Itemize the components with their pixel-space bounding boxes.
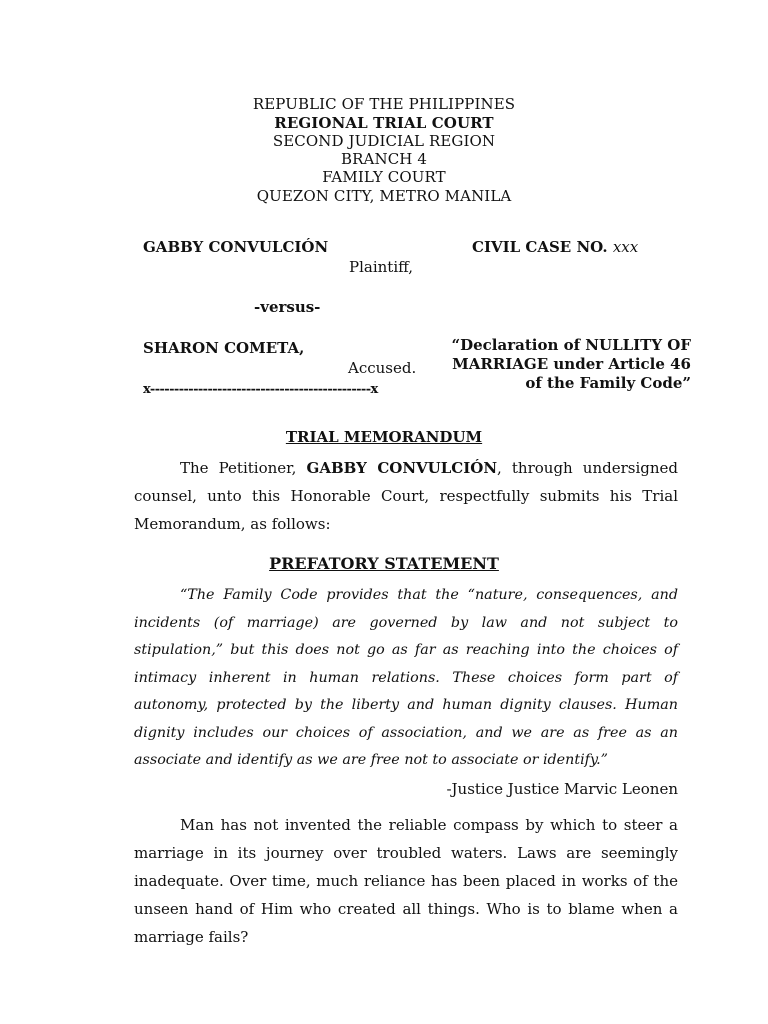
section-heading-prefatory: PREFATORY STATEMENT (269, 554, 499, 573)
plaintiff-role: Plaintiff, (349, 258, 414, 276)
intro-petitioner-name: GABBY CONVULCIÓN (306, 459, 498, 477)
document-title: TRIAL MEMORANDUM (285, 428, 483, 446)
case-number-label: CIVIL CASE NO. (472, 238, 608, 256)
case-title: “Declaration of NULLITY OF MARRIAGE under Article 46 of the Family Code” (451, 336, 691, 392)
body-paragraph: Man has not invented the reliable compass by which to steer a marriage in its journey over troubled waters. Laws are seemingly inadequate. Over time, much reliance has been placed in works of the unseen hand of Him who created all things. Who is to blame when a marriage fails? (134, 816, 678, 946)
versus-label: -versus- (254, 298, 321, 316)
prefatory-quote: “The Family Code provides that the “nature, consequences, and incidents (of marriage) are governed by law and not subject to stipulation,” but this does not go as far as reaching into the choices of intimacy inherent in human relations. These choices form part of autonomy, protected by the liberty and human dignity clauses. Human dignity includes our choices of association, and we are as free as an associate and identify as we are free not to associate or identify.” (134, 587, 678, 768)
header-branch: BRANCH 4 (341, 150, 427, 168)
intro-text-start: The Petitioner, (180, 459, 307, 477)
case-number-line (472, 238, 638, 257)
intro-text-end: , through undersigned counsel, unto this Honorable Court, respectfully submits his Trial Memorandum, as follows: (134, 459, 679, 533)
header-court: REGIONAL TRIAL COURT (274, 114, 494, 132)
caption-separator: x----------------------------------------------x (143, 382, 378, 397)
case-number-value: xxx (612, 238, 639, 256)
plaintiff-name: GABBY CONVULCIÓN (143, 238, 329, 256)
intro-paragraph (134, 454, 678, 538)
header-location: QUEZON CITY, METRO MANILA (256, 187, 512, 205)
header-republic: REPUBLIC OF THE PHILIPPINES (252, 95, 516, 113)
header-family-court: FAMILY COURT (322, 168, 446, 186)
quote-attribution: -Justice Justice Marvic Leonen (446, 780, 678, 798)
header-region: SECOND JUDICIAL REGION (272, 132, 496, 150)
accused-name: SHARON COMETA, (143, 339, 305, 357)
accused-role: Accused. (348, 359, 417, 377)
